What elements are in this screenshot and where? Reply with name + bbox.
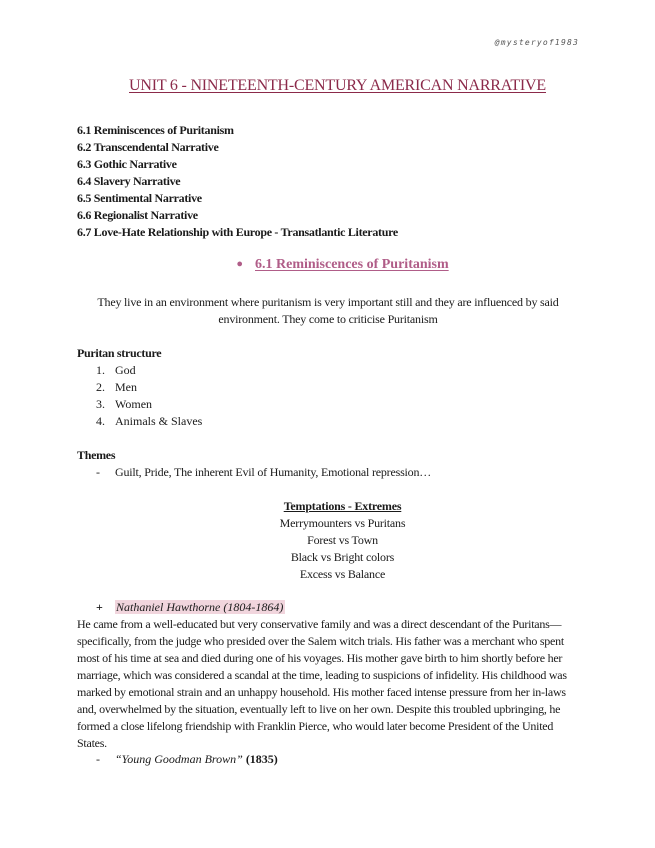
temptations-block [0, 498, 655, 583]
list-item: 4. Animals & Slaves [96, 414, 203, 428]
temptation-line: Merrymounters vs Puritans [279, 516, 406, 530]
toc-item: 6.2 Transcendental Narrative [77, 140, 219, 154]
plus-icon: + [96, 600, 103, 614]
table-of-contents [77, 122, 398, 241]
section-heading-text: 6.1 Reminiscences of Puritanism [255, 257, 449, 272]
work-title: “Young Goodman Brown” [115, 752, 243, 766]
temptation-line: Forest vs Town [307, 533, 378, 547]
section-heading [0, 257, 655, 273]
dash-bullet: - [96, 465, 100, 479]
bullet-icon: ● [236, 258, 243, 270]
themes-heading: Themes [77, 448, 116, 462]
toc-item: 6.5 Sentimental Narrative [77, 191, 202, 205]
toc-item: 6.7 Love-Hate Relationship with Europe - Transatlantic Literature [77, 225, 398, 239]
intro-paragraph: They live in an environment where puritanism is very important still and they are influenced by said environment. They come to criticise Puritanism [97, 295, 559, 326]
work-item [96, 752, 278, 767]
unit-title: UNIT 6 - NINETEENTH-CENTURY AMERICAN NARRATIVE [129, 77, 546, 94]
author-name: Nathaniel Hawthorne (1804-1864) [116, 600, 284, 614]
author-heading [96, 600, 285, 615]
toc-item: 6.4 Slavery Narrative [77, 174, 181, 188]
temptation-line: Black vs Bright colors [290, 550, 395, 564]
list-item: 1. God [96, 363, 136, 377]
toc-item: 6.6 Regionalist Narrative [77, 208, 198, 222]
toc-item: 6.1 Reminiscences of Puritanism [77, 123, 234, 137]
dash-bullet: - [96, 752, 100, 766]
temptation-line: Excess vs Balance [299, 567, 386, 581]
themes-text: Guilt, Pride, The inherent Evil of Humanity, Emotional repression… [115, 465, 432, 479]
puritan-structure-list [96, 362, 202, 430]
list-item: 3. Women [96, 397, 153, 411]
watermark: @mysteryof1983 [494, 38, 579, 47]
work-year: (1835) [245, 752, 278, 766]
puritan-structure-heading: Puritan structure [77, 346, 162, 360]
toc-item: 6.3 Gothic Narrative [77, 157, 177, 171]
author-bio: He came from a well-educated but very conservative family and was a direct descendant of the Puritans—specifically, from the judge who presided over the Salem witch trials. His father was a merchant who spent most of his time at sea and died during one of his voyages. His mother gave birth to him shortly before her marriage, which was considered a scandal at the time, leading to suspicions of infidelity. His childhood was marked by emotional strain and an unhappy household. His mother faced intense pressure from her in-laws and, overwhelmed by the situation, eventually left to live on her own. Despite this troubled upbringing, he formed a close lifelong friendship with Franklin Pierce, who would later become President of the United States. [77, 617, 567, 750]
themes-item [96, 465, 431, 480]
list-item: 2. Men [96, 380, 137, 394]
temptations-title: Temptations - Extremes [283, 499, 402, 513]
